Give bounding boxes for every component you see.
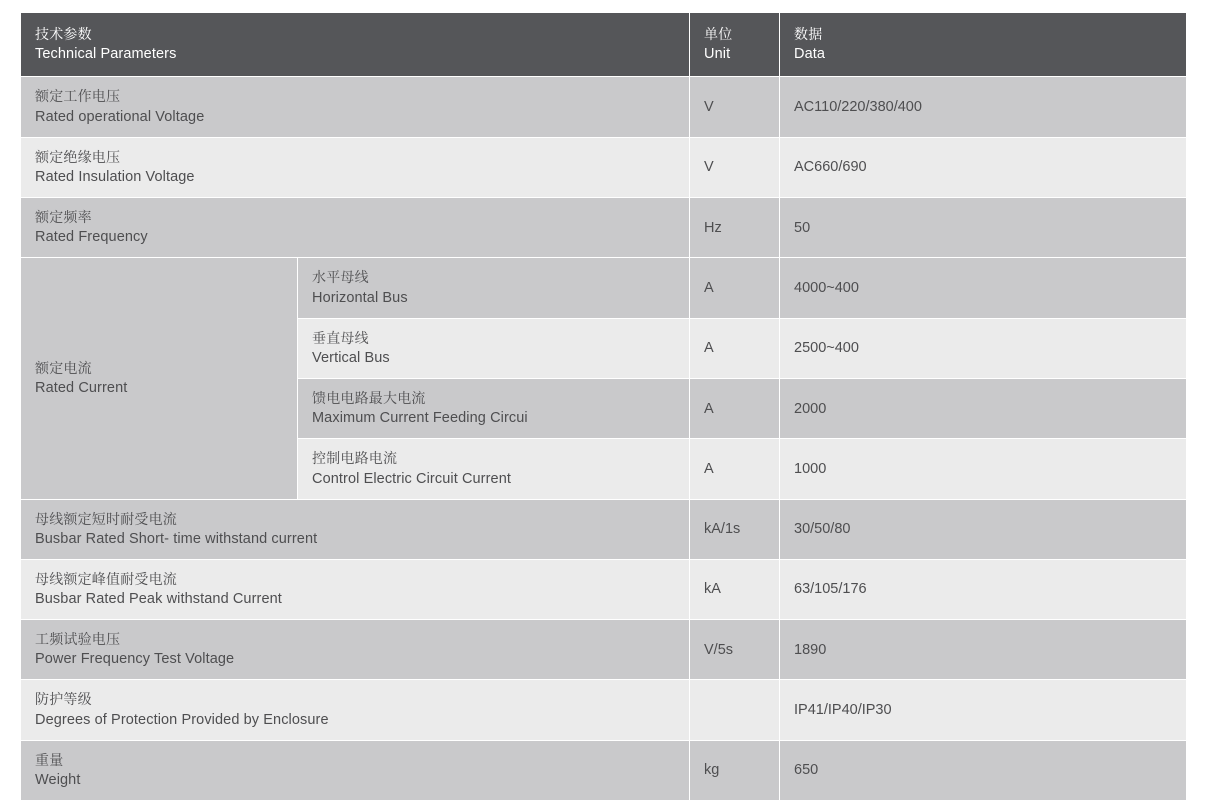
row-param-en: Busbar Rated Peak withstand Current [35, 591, 282, 608]
row-param-cell [21, 740, 690, 800]
row-param-cell [21, 620, 690, 680]
row-param-en: Weight [35, 772, 81, 789]
row-data-cell [780, 258, 1187, 318]
row-subparam-en: Maximum Current Feeding Circui [312, 410, 528, 427]
row-param-en: Power Frequency Test Voltage [35, 651, 235, 668]
row-data: 1000 [794, 460, 827, 477]
row-data: 63/105/176 [794, 581, 867, 598]
row-data: IP41/IP40/IP30 [794, 702, 892, 719]
row-data-cell [780, 318, 1187, 378]
row-unit: A [704, 279, 714, 296]
row-param-cn: 额定工作电压 [35, 88, 121, 105]
row-unit-cell [690, 680, 780, 740]
row-param-en: Degrees of Protection Provided by Enclosure [35, 711, 329, 728]
row-data: 1890 [794, 641, 827, 658]
row-unit: V [704, 98, 714, 115]
row-param-cn: 母线额定峰值耐受电流 [35, 570, 177, 587]
row-subparam-cn: 垂直母线 [312, 329, 369, 346]
row-param-cell [21, 197, 690, 257]
row-data: 30/50/80 [794, 521, 851, 538]
row-unit-cell [690, 318, 780, 378]
table-body [21, 77, 1187, 801]
header-unit-en: Unit [704, 46, 731, 63]
row-unit: kg [704, 762, 720, 779]
table-row [21, 197, 1187, 257]
row-subparam-en: Vertical Bus [312, 349, 390, 366]
header-unit-cn: 单位 [704, 26, 733, 42]
row-unit: kA [704, 581, 721, 598]
row-data-cell [780, 439, 1187, 499]
row-param-cn: 额定频率 [35, 208, 92, 225]
row-unit-cell [690, 620, 780, 680]
table-row [21, 559, 1187, 619]
table-header [21, 13, 1187, 77]
row-data-cell [780, 740, 1187, 800]
rated-current-group-label [21, 258, 298, 499]
table-row [21, 499, 1187, 559]
row-param-en: Rated Insulation Voltage [35, 168, 195, 185]
row-subparam-cell [298, 318, 690, 378]
row-unit-cell [690, 77, 780, 137]
row-unit: A [704, 460, 714, 477]
row-data-cell [780, 620, 1187, 680]
header-data [780, 13, 1187, 77]
row-unit: V [704, 159, 714, 176]
row-unit-cell [690, 740, 780, 800]
row-data: AC660/690 [794, 159, 867, 176]
table-row [21, 258, 1187, 318]
row-unit-cell [690, 499, 780, 559]
table-row [21, 680, 1187, 740]
row-unit-cell [690, 258, 780, 318]
header-data-cn: 数据 [794, 26, 823, 42]
row-unit-cell [690, 439, 780, 499]
row-unit: V/5s [704, 641, 734, 658]
row-data-cell [780, 559, 1187, 619]
row-data-cell [780, 197, 1187, 257]
row-data: 650 [794, 762, 819, 779]
table-row [21, 77, 1187, 137]
table-row [21, 137, 1187, 197]
row-data-cell [780, 137, 1187, 197]
row-unit-cell [690, 137, 780, 197]
row-param-cn: 母线额定短时耐受电流 [35, 510, 177, 527]
row-data: 2500~400 [794, 340, 859, 357]
header-parameters [21, 13, 690, 77]
row-subparam-cell [298, 258, 690, 318]
row-subparam-cn: 控制电路电流 [312, 450, 398, 467]
row-param-cell [21, 680, 690, 740]
row-unit-cell [690, 378, 780, 438]
rated-current-group-cn: 额定电流 [35, 359, 92, 376]
row-data-cell [780, 499, 1187, 559]
row-data: 4000~400 [794, 279, 859, 296]
row-param-cn: 额定绝缘电压 [35, 148, 121, 165]
row-subparam-cell [298, 378, 690, 438]
row-subparam-cell [298, 439, 690, 499]
header-parameters-cn: 技术参数 [35, 26, 92, 42]
spec-sheet [0, 12, 1206, 808]
rated-current-group-en: Rated Current [35, 380, 128, 397]
row-unit-cell [690, 559, 780, 619]
row-data-cell [780, 680, 1187, 740]
row-subparam-en: Horizontal Bus [312, 289, 408, 306]
header-unit [690, 13, 780, 77]
row-data: AC110/220/380/400 [794, 98, 922, 115]
row-unit: kA/1s [704, 521, 741, 538]
row-data-cell [780, 77, 1187, 137]
row-unit: Hz [704, 219, 722, 236]
header-parameters-en: Technical Parameters [35, 46, 177, 63]
header-data-en: Data [794, 46, 826, 63]
row-param-en: Rated operational Voltage [35, 108, 205, 125]
table-row [21, 620, 1187, 680]
table-row [21, 740, 1187, 800]
row-unit: A [704, 400, 714, 417]
technical-parameters-table [20, 12, 1187, 801]
row-unit-cell [690, 197, 780, 257]
row-param-cell [21, 559, 690, 619]
row-param-cell [21, 77, 690, 137]
table-header-row [21, 13, 1187, 77]
row-data-cell [780, 378, 1187, 438]
row-subparam-en: Control Electric Circuit Current [312, 470, 511, 487]
row-param-cn: 重量 [35, 751, 64, 768]
row-param-en: Busbar Rated Short- time withstand current [35, 530, 318, 547]
row-unit: A [704, 340, 714, 357]
row-param-cell [21, 499, 690, 559]
row-param-cell [21, 137, 690, 197]
row-param-cn: 工频试验电压 [35, 631, 121, 648]
row-param-cn: 防护等级 [35, 691, 92, 708]
row-data: 50 [794, 219, 811, 236]
row-subparam-cn: 馈电电路最大电流 [312, 389, 426, 406]
row-data: 2000 [794, 400, 827, 417]
row-param-en: Rated Frequency [35, 229, 148, 246]
row-subparam-cn: 水平母线 [312, 269, 369, 286]
